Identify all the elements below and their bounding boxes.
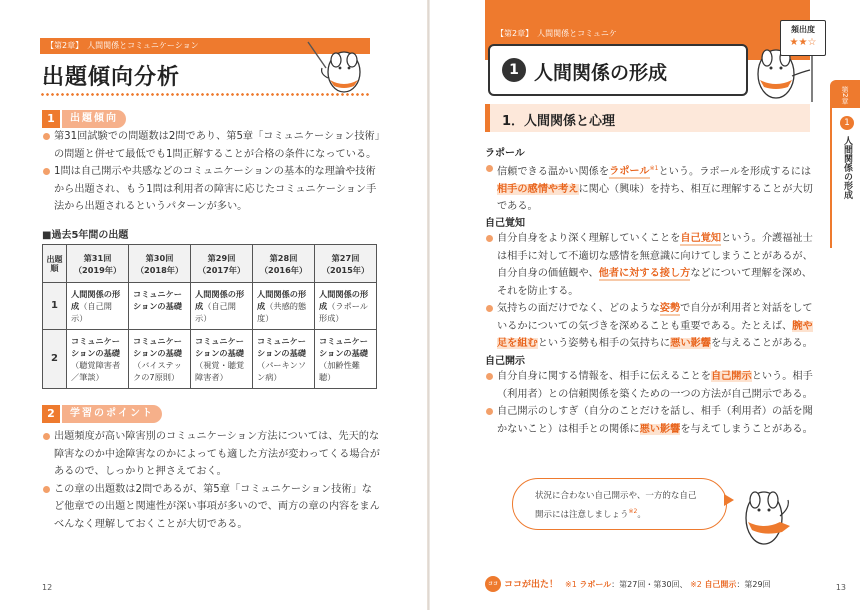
bullet-item: 第31回試験での問題数は2問であり、第5章「コミュニケーション技術」の問題と併せて最低でも1問正解することが合格の条件になっている。: [42, 128, 382, 163]
table-corner: 出題順: [43, 245, 67, 283]
speech-text: 状況に合わない自己開示や、一方的な自己開示には注意しましょう: [535, 491, 697, 520]
bullet-item: 出題頻度が高い障害別のコミュニケーション方法については、先天的な障害なのか中途障害なのかによっても適した方法が変わってくる場合があるので、しっかりと押さえておく。: [42, 428, 382, 481]
subsection-heading: [485, 104, 810, 132]
section-2-bullets: [42, 428, 382, 533]
page-number: 13: [835, 583, 846, 592]
text-run: 気持ちの面だけでなく、どのような: [497, 303, 660, 314]
cell-detail: （バイステックの7原則）: [133, 360, 182, 382]
past-exam-table: [42, 244, 377, 389]
table-header: 第30回 （2018年）: [129, 245, 191, 283]
text-run: 自己開示のしすぎ（自分のことだけを話し、相手（利用者）の話を聞かないこと）は相手との関係に: [497, 406, 813, 435]
cell-topic: コミュニケーションの基礎: [71, 336, 120, 358]
table-cell: [315, 330, 377, 389]
cell-topic: 人間関係の形成: [71, 289, 121, 311]
row-index: 2: [43, 330, 67, 389]
footer-refs: [565, 576, 771, 594]
text-run: に関心（興味）を持ち、相互に理解することが大切である。: [497, 183, 813, 213]
bullet-item: [485, 230, 815, 300]
row-index: 1: [43, 283, 67, 330]
cell-topic: コミュニケーションの基礎: [195, 336, 244, 358]
text-run: という。介護福祉士は相手に対して不適切な感情を無意識に向けてしまうことがあるが、自分自身の価値観や、: [497, 233, 813, 279]
koko-logo-icon: ココ: [485, 576, 501, 592]
cell-detail: （パーキンソン病）: [257, 360, 307, 382]
text-run: 信頼できる温かい関係を: [497, 166, 610, 178]
frequency-label: 頻出度: [791, 25, 815, 34]
section-number: 2: [42, 405, 60, 423]
bullet-item: [485, 300, 815, 353]
text-run: という。ラポールを形成するには: [658, 166, 812, 178]
table-cell: [253, 330, 315, 389]
cell-detail: （自己開示）: [71, 301, 112, 323]
term-1-bullets: [485, 160, 815, 216]
highlight-term: 悪い影響: [670, 338, 711, 349]
text-run: を与えることがある。: [710, 338, 813, 349]
cell-detail: （自己開示）: [195, 301, 236, 323]
term-2-bullets: [485, 230, 815, 353]
table-cell: [129, 283, 191, 330]
cell-detail: （共感的態度）: [257, 301, 307, 323]
subsection-title: 1．人間関係と心理: [502, 114, 616, 129]
page-number: 12: [42, 583, 53, 592]
text-run: という。相手（利用者）との信頼関係を築くための一つの方法が自己開示である。: [497, 371, 813, 400]
ref-value: ：第27回・第30回、: [611, 580, 688, 589]
ref-mark: ※1: [565, 580, 577, 589]
chapter-label: 【第2章】 人間関係とコミュニケーション: [40, 38, 370, 54]
table-cell: [191, 283, 253, 330]
ref-value: ：第29回: [736, 580, 771, 589]
term-heading: ラポール: [485, 148, 525, 159]
term-heading: 自己開示: [485, 356, 525, 367]
dog-mascot-icon: [300, 38, 372, 96]
table-cell: [67, 283, 129, 330]
table-header: 第28回 （2016年）: [253, 245, 315, 283]
highlight-term: 自己開示: [710, 371, 752, 382]
highlight-term: 自己覚知: [680, 233, 722, 244]
table-header: 第27回 （2015年）: [315, 245, 377, 283]
dog-mascot-icon: [732, 466, 802, 556]
cell-topic: 人間関係の形成: [195, 289, 245, 311]
section-number: 1: [42, 110, 60, 128]
frequency-sign: [780, 20, 826, 56]
section-title: 人間関係の形成: [534, 62, 668, 84]
table-header-row: [43, 245, 377, 283]
cell-detail: （ラポール形成）: [319, 301, 368, 323]
cell-detail: （視覚・聴覚障害者）: [195, 360, 245, 382]
text-run: で自分が利用者と対話をしているかについての気づきを深めることも重要である。たとえば、: [497, 303, 813, 332]
section-label: 学習のポイント: [62, 405, 162, 423]
bullet-item: [485, 403, 815, 438]
footnote-mark: ※2: [628, 508, 638, 515]
term-heading: 自己覚知: [485, 218, 525, 229]
section-1-heading: [42, 110, 142, 128]
highlight-term: 相手の感情や考え: [497, 183, 579, 195]
text-run: 自分自身に関する情報を、相手に伝えることを: [497, 371, 711, 382]
side-tab-title: 人間関係の形成: [842, 136, 852, 199]
chapter-label: 【第2章】 人間関係とコミュニケ: [496, 29, 617, 38]
cell-detail: （加齢性難聴）: [319, 360, 360, 382]
title-number: 1: [502, 58, 526, 82]
left-page: [0, 0, 428, 610]
table-cell: [129, 330, 191, 389]
highlight-term: 他者に対する接し方: [598, 268, 691, 279]
cell-topic: コミュニケーションの基礎: [133, 336, 182, 358]
cell-detail: （聴覚障害者／筆談）: [71, 360, 121, 382]
bullet-item: [485, 160, 815, 216]
speech-bubble: [512, 478, 727, 530]
text-run: などについて理解を深め、それを防止する。: [497, 268, 812, 297]
section-1-bullets: [42, 128, 382, 216]
footer-references: [485, 576, 825, 594]
footnote-mark: ※1: [649, 165, 659, 172]
section-title-card: [488, 44, 748, 96]
table-cell: [253, 283, 315, 330]
bullet-item: 1問は自己開示や共感などのコミュニケーションの基本的な理論や技術から出題され、もう1問は利用者の障害に応じたコミュニケーション手法から出題されるというパターンが多い。: [42, 163, 382, 216]
table-cell: [191, 330, 253, 389]
section-2-heading: [42, 405, 182, 423]
cell-topic: コミュニケーションの基礎: [319, 336, 368, 358]
ref-term: 自己開示: [704, 580, 737, 589]
ref-mark: ※2: [690, 580, 702, 589]
side-tab-number: 1: [840, 116, 854, 130]
table-row: [43, 283, 377, 330]
highlight-term: 姿勢: [659, 303, 681, 314]
bullet-item: [485, 368, 815, 403]
cell-topic: 人間関係の形成: [319, 289, 369, 311]
highlight-term: 悪い影響: [639, 423, 681, 435]
right-page: [430, 0, 860, 610]
table-header: 第29回 （2017年）: [191, 245, 253, 283]
bullet-item: この章の出題数は2問であるが、第5章「コミュニケーション技術」など他章での出題と関連性が深い事項が多いので、両方の章の内容をまんべんなく理解しておくことが大切である。: [42, 481, 382, 534]
page-title: 出題傾向分析: [42, 65, 181, 90]
section-label: 出題傾向: [62, 110, 126, 128]
side-tab-chapter: 第2章: [841, 86, 849, 105]
table-title: ■過去5年間の出題: [42, 230, 129, 241]
text-run: を与えてしまうことがある。: [680, 423, 813, 435]
table-header: 第31回 （2019年）: [67, 245, 129, 283]
text-run: という姿勢も相手の気持ちに: [537, 338, 671, 349]
speech-text: 。: [637, 509, 646, 520]
cell-topic: コミュニケーションの基礎: [257, 336, 306, 358]
highlight-term: 腕や足を組む: [497, 320, 813, 349]
table-cell: [67, 330, 129, 389]
term-3-bullets: [485, 368, 815, 438]
frequency-stars: ★★☆: [789, 37, 817, 48]
section-side-tab: [830, 108, 860, 248]
ref-term: ラポール: [579, 580, 612, 589]
footer-title: ココが出た！: [504, 580, 559, 590]
cell-topic: コミュニケーションの基礎: [133, 289, 182, 311]
text-run: 自分自身をより深く理解していくことを: [497, 233, 681, 244]
table-cell: [315, 283, 377, 330]
highlight-term: ラポール: [609, 166, 650, 178]
cell-topic: 人間関係の形成: [257, 289, 307, 311]
table-row: [43, 330, 377, 389]
